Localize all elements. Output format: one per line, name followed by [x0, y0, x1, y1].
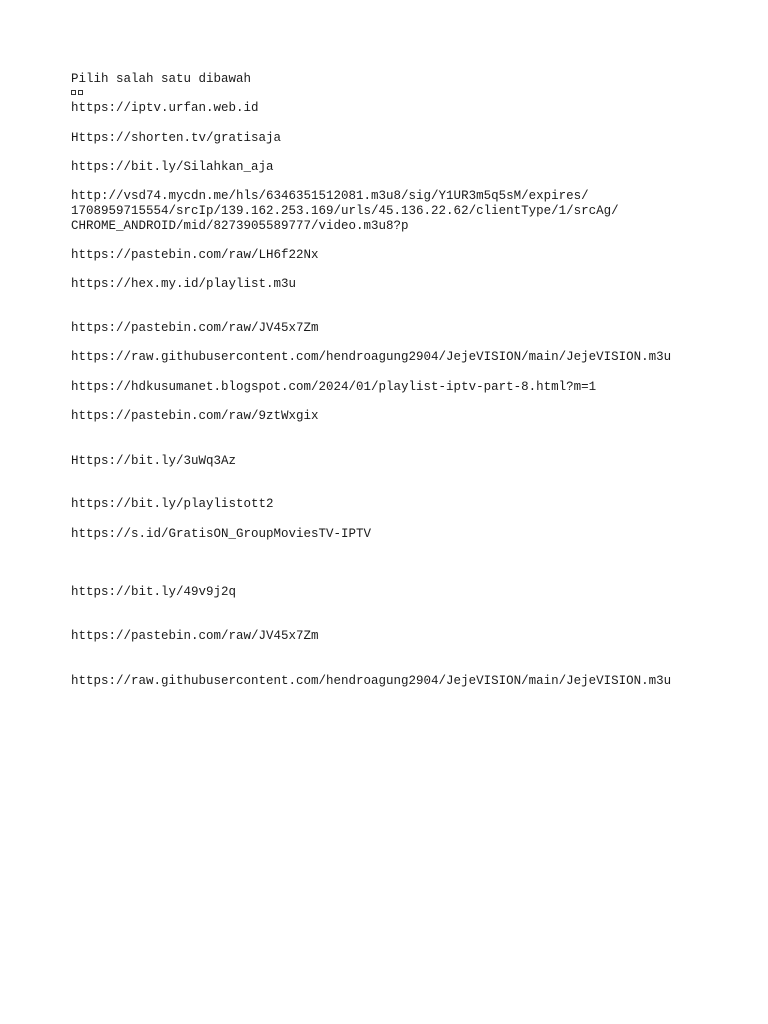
link-mycdn-line-2[interactable]: 1708959715554/srcIp/139.162.253.169/urls/45.136.22.62/clientType/1/srcAg/ — [71, 204, 619, 218]
link-github-jejevision[interactable]: https://raw.githubusercontent.com/hendroagung2904/JejeVISION/main/JejeVISION.m3u — [71, 350, 672, 364]
link-mycdn-line-3[interactable]: CHROME_ANDROID/mid/8273905589777/video.m3u8?p — [71, 219, 409, 233]
link-bitly-3uwq3az[interactable]: Https://bit.ly/3uWq3Az — [71, 454, 237, 468]
link-mycdn-line-1[interactable]: http://vsd74.mycdn.me/hls/6346351512081.m3u8/sig/Y1UR3m5q5sM/expires/ — [71, 189, 589, 203]
link-bitly-playlistott2[interactable]: https://bit.ly/playlistott2 — [71, 497, 274, 511]
link-shorten-gratisaja[interactable]: Https://shorten.tv/gratisaja — [71, 131, 282, 145]
link-hdkusumanet[interactable]: https://hdkusumanet.blogspot.com/2024/01/playlist-iptv-part-8.html?m=1 — [71, 380, 597, 394]
link-sid-gratison[interactable]: https://s.id/GratisON_GroupMoviesTV-IPTV — [71, 527, 372, 541]
missing-glyph-icon — [71, 90, 76, 95]
link-bitly-silahkan[interactable]: https://bit.ly/Silahkan_aja — [71, 160, 274, 174]
intro-text: Pilih salah satu dibawah — [71, 72, 252, 86]
link-hex-playlist[interactable]: https://hex.my.id/playlist.m3u — [71, 277, 297, 291]
link-pastebin-9ztwxgix[interactable]: https://pastebin.com/raw/9ztWxgix — [71, 409, 319, 423]
link-pastebin-lh6f22nx[interactable]: https://pastebin.com/raw/LH6f22Nx — [71, 248, 319, 262]
link-github-jejevision-2[interactable]: https://raw.githubusercontent.com/hendroagung2904/JejeVISION/main/JejeVISION.m3u — [71, 674, 672, 688]
link-iptv-urfan[interactable]: https://iptv.urfan.web.id — [71, 101, 259, 115]
link-pastebin-jv45x7zm-2[interactable]: https://pastebin.com/raw/JV45x7Zm — [71, 629, 319, 643]
link-pastebin-jv45x7zm[interactable]: https://pastebin.com/raw/JV45x7Zm — [71, 321, 319, 335]
missing-glyph-icons — [71, 90, 83, 95]
link-bitly-49v9j2q[interactable]: https://bit.ly/49v9j2q — [71, 585, 237, 599]
missing-glyph-icon — [78, 90, 83, 95]
